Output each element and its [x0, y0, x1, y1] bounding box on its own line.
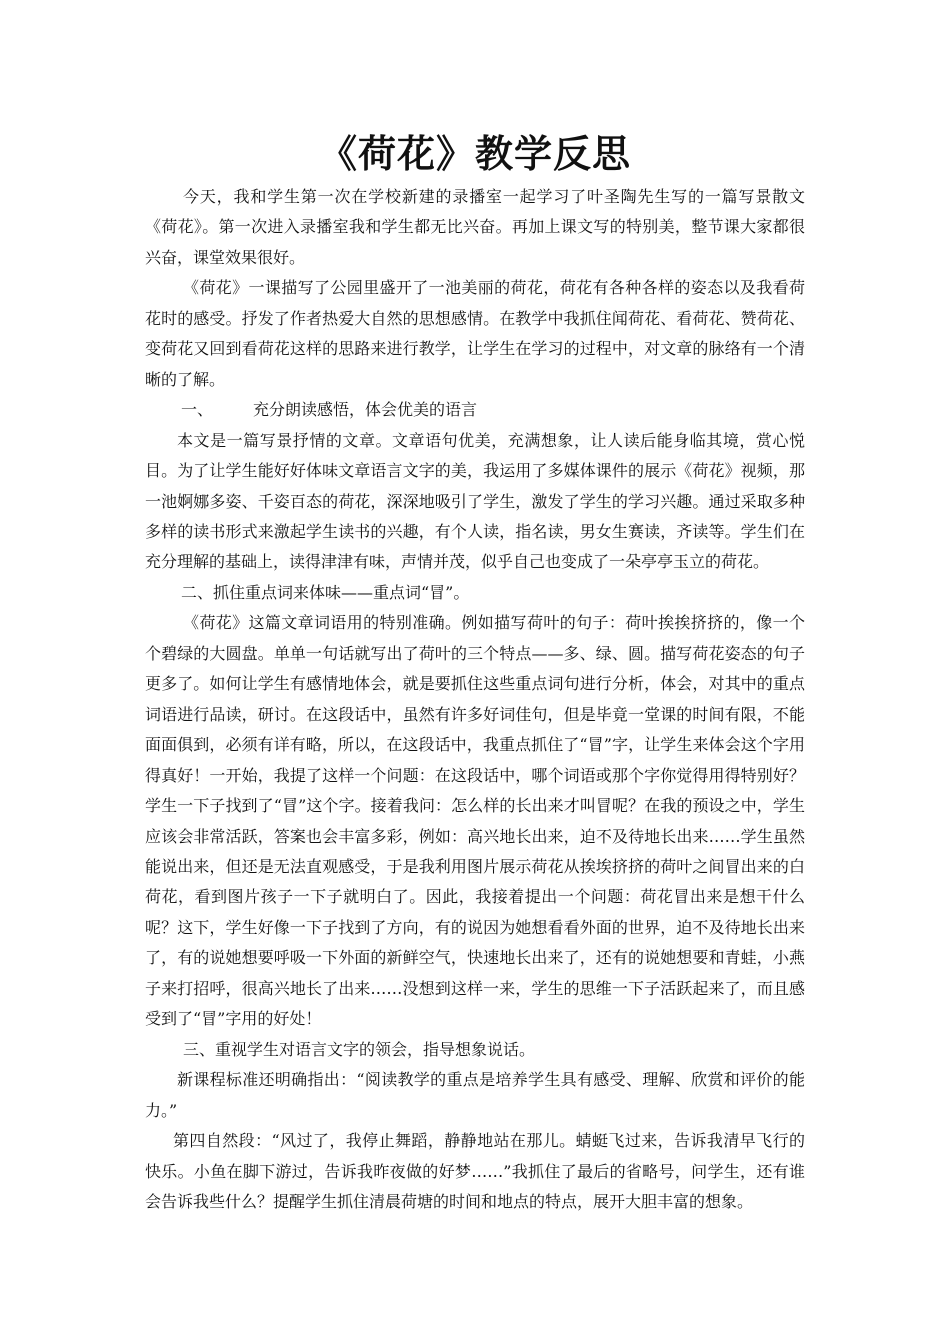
section-1-number: 一、 — [181, 400, 214, 420]
section-3-text-1: 新课程标准还明确指出：“阅读教学的重点是培养学生具有感受、理解、欣赏和评价的能力。” — [145, 1070, 805, 1120]
section-2-text: 《荷花》这篇文章词语用的特别准确。例如描写荷叶的句子：荷叶挨挨挤挤的，像一个个碧绿的大圆盘。单单一句话就写出了荷叶的三个特点——多、绿、圆。描写荷花姿态的句子更多了。如何让学生有感情地体会，就是要抓住这些重点词句进行分析，体会，对其中的重点词语进行品读，研讨。在这段话中，虽然有许多好词佳句，但是毕竟一堂课的时间有限，不能面面俱到，必须有详有略，所以，在这段话中，我重点抓住了“冒”字，让学生来体会这个字用得真好！一开始，我提了这样一个问题：在这段话中，哪个词语或那个字你觉得用得特别好？学生一下子找到了“冒”这个字。接着我问：怎么样的长出来才叫冒呢？在我的预设之中，学生应该会非常活跃，答案也会丰富多彩，例如：高兴地长出来，迫不及待地长出来……学生虽然能说出来，但还是无法直观感受，于是我利用图片展示荷花从挨埃挤挤的荷叶之间冒出来的白荷花，看到图片孩子一下子就明白了。因此，我接着提出一个问题：荷花冒出来是想干什么呢？这下，学生好像一下子找到了方向，有的说因为她想看看外面的世界，迫不及待地长出来了，有的说她想要呼吸一下外面的新鲜空气，快速地长出来了，还有的说她想要和青蛙，小燕子来打招呼，很高兴地长了出来……没想到这样一来，学生的思维一下子活跃起来了，而且感受到了“冒”字用的好处！ — [145, 613, 805, 1029]
paragraph-intro: 今天，我和学生第一次在学校新建的录播室一起学习了叶圣陶先生写的一篇写景散文《荷花》。第一次进入录播室我和学生都无比兴奋。再加上课文写的特别美，整节课大家都很兴奋，课堂效果很好。 — [145, 187, 805, 267]
section-1-text: 本文是一篇写景抒情的文章。文章语句优美，充满想象，让人读后能身临其境，赏心悦目。为了让学生能好好体味文章语言文字的美，我运用了多媒体课件的展示《荷花》视频，那一池婀娜多姿、千姿百态的荷花，深深地吸引了学生，激发了学生的学习兴趣。通过采取多种多样的读书形式来激起学生读书的兴趣，有个人读，指名读，男女生赛读，齐读等。学生们在充分理解的基础上，读得津津有味，声情并茂，似乎自己也变成了一朵亭亭玉立的荷花。 — [145, 430, 805, 572]
section-1-title: 充分朗读感悟，体会优美的语言 — [253, 400, 478, 420]
section-2-heading: 二、抓住重点词来体味——重点词“冒”。 — [181, 582, 470, 602]
document-title: 《荷花》教学反思 — [318, 131, 631, 176]
section-3-text-2: 第四自然段：“风过了，我停止舞蹈，静静地站在那儿。蜻蜓飞过来，告诉我清早飞行的快乐。小鱼在脚下游过，告诉我昨夜做的好梦……”我抓住了最后的省略号，问学生，还有谁会告诉我些什么？提醒学生抓住清晨荷塘的时间和地点的特点，展开大胆丰富的想象。 — [145, 1131, 805, 1211]
section-1-heading — [145, 395, 805, 425]
section-3-heading: 三、重视学生对语言文字的领会，指导想象说话。 — [183, 1039, 536, 1059]
document-body — [145, 182, 805, 1217]
paragraph-summary: 《荷花》一课描写了公园里盛开了一池美丽的荷花，荷花有各种各样的姿态以及我看荷花时的感受。抒发了作者热爱大自然的思想感情。在教学中我抓住闻荷花、看荷花、赞荷花、变荷花又回到看荷花这样的思路来进行教学，让学生在学习的过程中，对文章的脉络有一个清晰的了解。 — [145, 278, 805, 389]
